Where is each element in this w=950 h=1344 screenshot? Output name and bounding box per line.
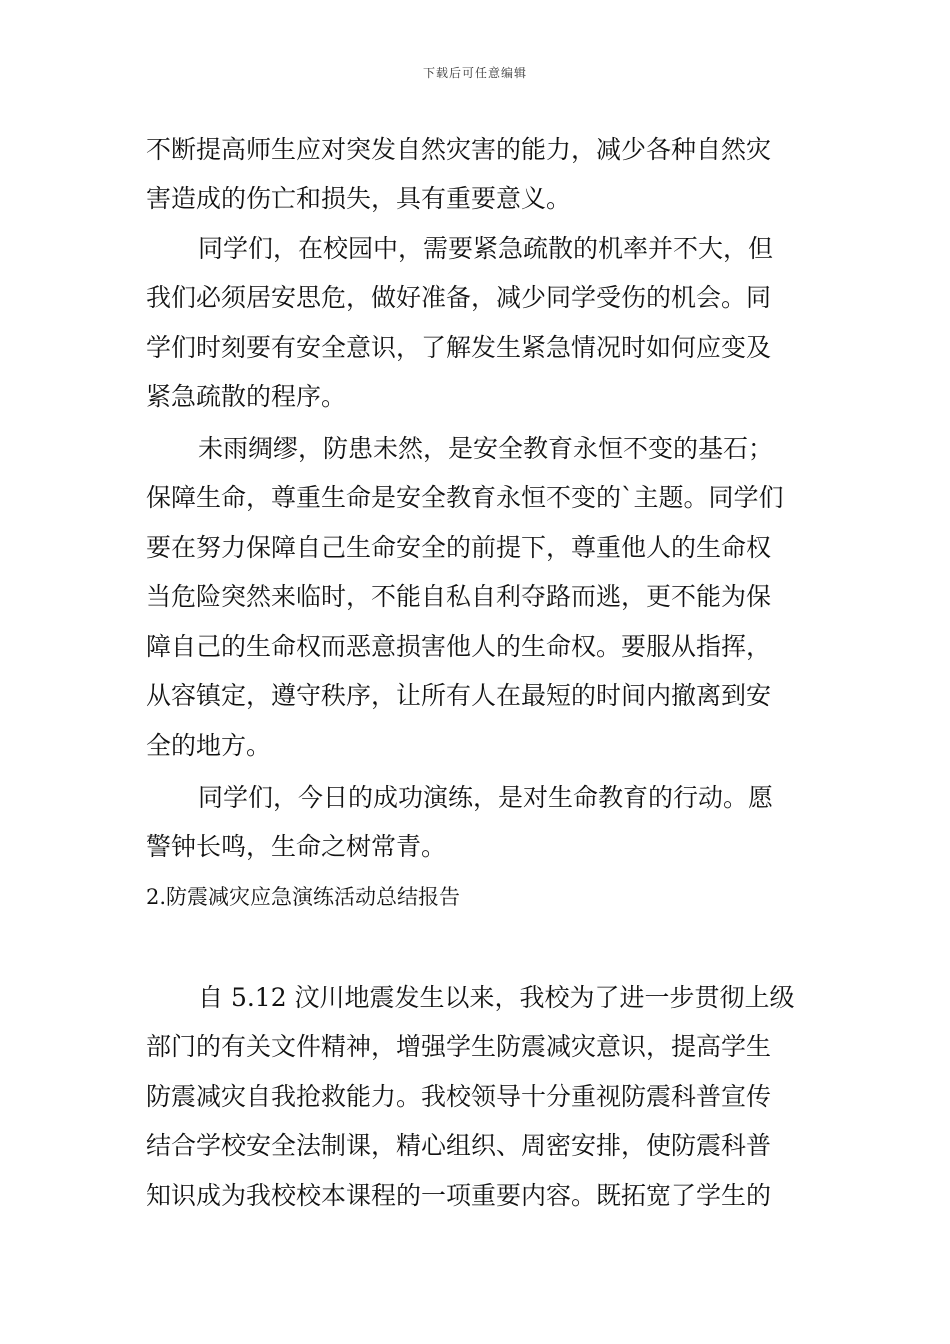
- text-line: 不断提高师生应对突发自然灾害的能力，减少各种自然灾: [146, 135, 772, 164]
- text-line: 当危险突然来临时，不能自私自利夺路而逃，更不能为保: [146, 582, 772, 611]
- text-line: 要在努力保障自己生命安全的前提下，尊重他人的生命权: [146, 533, 772, 562]
- text-line: 同学们，在校园中，需要紧急疏散的机率并不大，但: [198, 234, 774, 263]
- text-line: 知识成为我校校本课程的一项重要内容。既拓宽了学生的: [146, 1181, 772, 1210]
- text-line: 保障生命，尊重生命是安全教育永恒不变的`主题。同学们: [146, 483, 784, 512]
- text-line: 我们必须居安思危，做好准备，减少同学受伤的机会。同: [146, 283, 772, 312]
- text-line: 未雨绸缪，防患未然，是安全教育永恒不变的基石；: [198, 434, 774, 463]
- text-line: 部门的有关文件精神，增强学生防震减灾意识，提高学生: [146, 1032, 772, 1061]
- text-line: 警钟长鸣，生命之树常青。: [146, 832, 447, 861]
- text-line: 紧急疏散的程序。: [146, 382, 347, 411]
- text-line: 同学们，今日的成功演练，是对生命教育的行动。愿: [198, 783, 774, 812]
- text-line: 害造成的伤亡和损失，具有重要意义。: [146, 184, 572, 213]
- page-header-note: 下载后可任意编辑: [422, 66, 527, 80]
- text-line: 全的地方。: [146, 731, 272, 760]
- text-line: 障自己的生命权而恶意损害他人的生命权。要服从指挥，: [146, 632, 772, 661]
- text-line: 学们时刻要有安全意识，了解发生紧急情况时如何应变及: [146, 333, 772, 362]
- text-line: 防震减灾自我抢救能力。我校领导十分重视防震科普宣传: [146, 1082, 772, 1111]
- text-line: 从容镇定，遵守秩序，让所有人在最短的时间内撤离到安: [146, 681, 772, 710]
- text-line: 自 5.12 汶川地震发生以来，我校为了进一步贯彻上级: [198, 983, 795, 1012]
- text-line: 结合学校安全法制课，精心组织、周密安排，使防震科普: [146, 1131, 772, 1160]
- section-heading: 2.防震减灾应急演练活动总结报告: [146, 885, 461, 909]
